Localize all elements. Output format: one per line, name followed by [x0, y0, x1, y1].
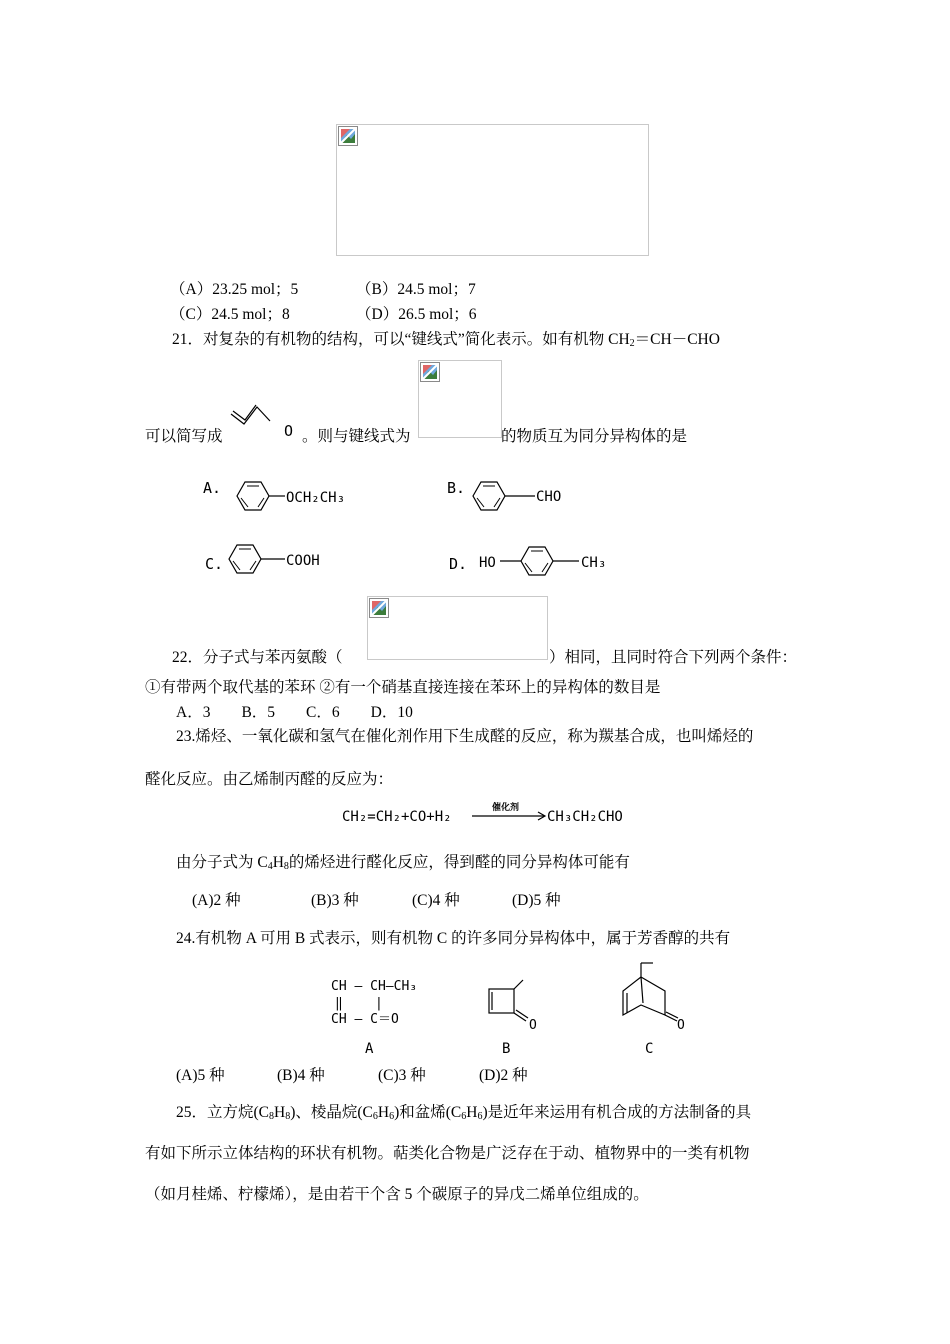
q21-line2-a: 可以简写成	[145, 428, 223, 445]
option-a-group: OCH₂CH₃	[286, 490, 346, 506]
hydroformylation-equation	[340, 798, 650, 830]
q20-option-d: （D）26.5 mol；6	[356, 306, 477, 323]
option-b-label: B.	[447, 479, 466, 497]
q21-options-structures	[195, 465, 635, 590]
q25-line1: 25．立方烷$(C_8H_8)$、棱晶烷$(C_6H_6)$和盆烯$(C_6H_6)$是近年来运用有机合成的方法制备的具	[176, 1104, 752, 1122]
q21-stem: 21．对复杂的有机物的结构，可以“键线式”简化表示。如有机物 $CH_2=CH-CHO$	[172, 331, 720, 349]
option-c-benzene-ring	[229, 545, 285, 573]
q23-option-c: (C)4 种	[412, 892, 460, 909]
option-d-label: D.	[449, 555, 468, 573]
structure-c-bicyclic-ketone	[623, 963, 678, 1021]
q24-option-c: (C)3 种	[378, 1067, 426, 1084]
option-a-label: A.	[203, 479, 222, 497]
q24-option-b: (B)4 种	[277, 1067, 325, 1084]
structure-b-label: B	[502, 1041, 511, 1057]
q23-option-a: (A)2 种	[192, 892, 241, 909]
option-c-group: COOH	[286, 553, 320, 569]
option-b-group: CHO	[536, 489, 562, 505]
structure-a-row1: CH — CH—CH₃	[331, 979, 418, 994]
broken-image-icon	[369, 598, 389, 618]
q23-line1: 23.烯烃、一氧化碳和氢气在催化剂作用下生成醛的反应，称为羰基合成，也叫烯烃的	[176, 728, 754, 745]
q21-line2-b: 。则与键线式为	[302, 428, 411, 445]
phenylalanine-image-placeholder	[367, 596, 548, 660]
q22-line2: ①有带两个取代基的苯环 ②有一个硝基直接连接在苯环上的异构体的数目是	[145, 679, 661, 696]
q23-option-b: (B)3 种	[311, 892, 359, 909]
structure-a-row2: CH — C＝O	[331, 1012, 399, 1027]
option-d-benzene-ring	[500, 547, 579, 575]
q21-line2-c: 的物质互为同分异构体的是	[501, 428, 688, 445]
structure-c-oxygen: O	[677, 1018, 685, 1033]
q22-options: A．3 B．5 C．6 D．10	[176, 704, 413, 721]
acrolein-skeletal-structure	[228, 400, 298, 440]
broken-image-icon	[420, 362, 440, 382]
q24-stem: 24.有机物 A 可用 B 式表示，则有机物 C 的许多同分异构体中，属于芳香醇的共有	[176, 930, 731, 947]
q20-option-a: （A）23.25 mol；5	[170, 281, 299, 298]
q23-option-d: (D)5 种	[512, 892, 561, 909]
structure-b-oxygen: O	[529, 1018, 537, 1033]
option-b-benzene-ring	[473, 482, 535, 510]
q21-image-placeholder	[418, 360, 502, 438]
structure-a-single-bond: |	[375, 996, 383, 1011]
question20-image-placeholder	[336, 124, 649, 256]
option-d-right-group: CH₃	[581, 555, 607, 571]
equation-products: CH₃CH₂CHO	[547, 809, 623, 825]
q22-stem-b: ）相同，且同时符合下列两个条件：	[549, 649, 798, 666]
equation-reactants: CH₂=CH₂+CO+H₂	[342, 809, 452, 825]
option-a-benzene-ring	[237, 482, 285, 510]
q23-line2: 醛化反应。由乙烯制丙醛的反应为：	[145, 771, 394, 788]
option-c-label: C.	[205, 555, 224, 573]
structure-b-cyclobutenone	[489, 980, 528, 1021]
structure-a-double-bond: ‖	[335, 996, 343, 1011]
q25-line2: 有如下所示立体结构的环状有机物。萜类化合物是广泛存在于动、植物界中的一类有机物	[145, 1145, 750, 1162]
q20-option-b: （B）24.5 mol；7	[356, 281, 476, 298]
q24-structures	[325, 955, 705, 1065]
q22-stem-a: 22．分子式与苯丙氨酸（	[172, 649, 343, 666]
equation-catalyst: 催化剂	[492, 803, 520, 813]
q20-option-c: （C）24.5 mol；8	[170, 306, 290, 323]
q25-line3: （如月桂烯、柠檬烯），是由若干个含 5 个碳原子的异戊二烯单位组成的。	[145, 1186, 649, 1203]
broken-image-icon	[338, 126, 358, 146]
structure-a-label: A	[365, 1041, 374, 1057]
q23-question: 由分子式为 $C_4H_8$的烯烃进行醛化反应，得到醛的同分异构体可能有	[176, 854, 630, 872]
skeletal-oxygen-label: O	[284, 422, 294, 440]
q24-option-a: (A)5 种	[176, 1067, 225, 1084]
q24-option-d: (D)2 种	[479, 1067, 528, 1084]
option-d-left-group: HO	[479, 555, 496, 571]
structure-c-label: C	[645, 1041, 654, 1057]
